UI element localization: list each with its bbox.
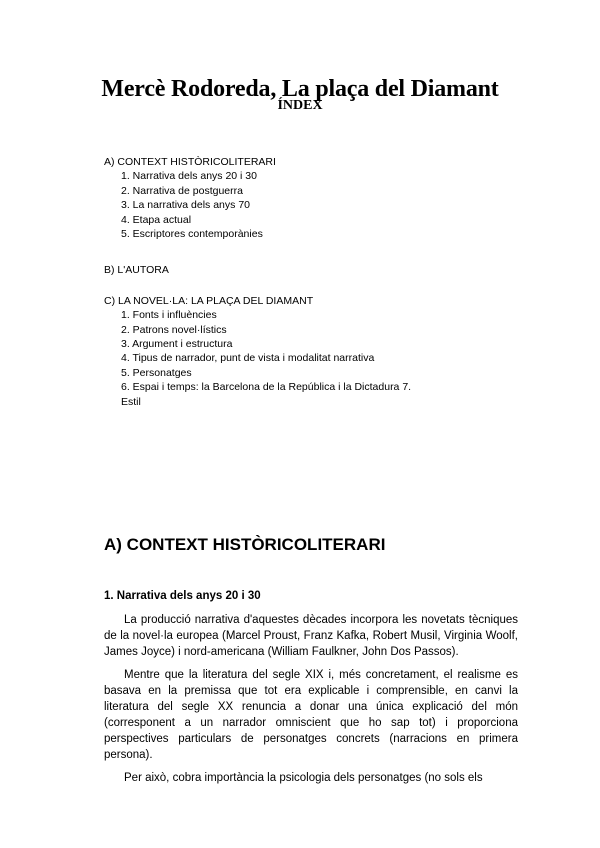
body-text — [104, 612, 518, 793]
toc-section-c-items — [104, 308, 524, 409]
section-heading: A) CONTEXT HISTÒRICOLITERARI — [104, 535, 386, 554]
toc-item: 3. Argument i estructura — [121, 338, 233, 351]
table-of-contents — [104, 155, 524, 409]
toc-item: 3. La narrativa dels anys 70 — [121, 199, 250, 212]
toc-section-a-items — [104, 169, 524, 241]
toc-item: 2. Narrativa de postguerra — [121, 184, 243, 197]
toc-section-a: A) CONTEXT HISTÒRICOLITERARI — [104, 156, 276, 168]
toc-item: 5. Personatges — [121, 366, 192, 379]
toc-item: 4. Tipus de narrador, punt de vista i modalitat narrativa — [121, 352, 375, 365]
toc-item: 1. Fonts i influències — [121, 309, 217, 322]
paragraph: Mentre que la literatura del segle XIX i, més concretament, el realisme es basava en la premissa que tot era explicable i comprensible, en canvi la literatura del segle XX renuncia a donar una única explicació del món (corresponent a un narrador omniscient que ho sap tot) i proporciona perspectives particulars de personatges concrets (narracions en primera persona). — [104, 669, 518, 761]
toc-section-b: B) L'AUTORA — [104, 264, 169, 277]
toc-section-c: C) LA NOVEL·LA: LA PLAÇA DEL DIAMANT — [104, 294, 314, 307]
toc-item: 2. Patrons novel·lístics — [121, 323, 227, 336]
toc-item: 6. Espai i temps: la Barcelona de la República i la Dictadura 7. Estil — [121, 381, 412, 408]
sub-heading: 1. Narrativa dels anys 20 i 30 — [104, 590, 261, 602]
index-heading: ÍNDEX — [277, 98, 323, 113]
paragraph: La producció narrativa d'aquestes dècades incorpora les novetats tècniques de la novel·la europea (Marcel Proust, Franz Kafka, Robert Musil, Virginia Woolf, James Joyce) i nord-americana (William Faulkner, John Dos Passos). — [104, 614, 518, 658]
toc-item: 1. Narrativa dels anys 20 i 30 — [121, 170, 257, 183]
toc-item: 4. Etapa actual — [121, 213, 192, 226]
toc-item: 5. Escriptores contemporànies — [121, 228, 263, 241]
document-title: Mercè Rodoreda, La plaça del Diamant — [101, 76, 499, 103]
paragraph: Per això, cobra importància la psicologia dels personatges (no sols els — [124, 772, 483, 784]
